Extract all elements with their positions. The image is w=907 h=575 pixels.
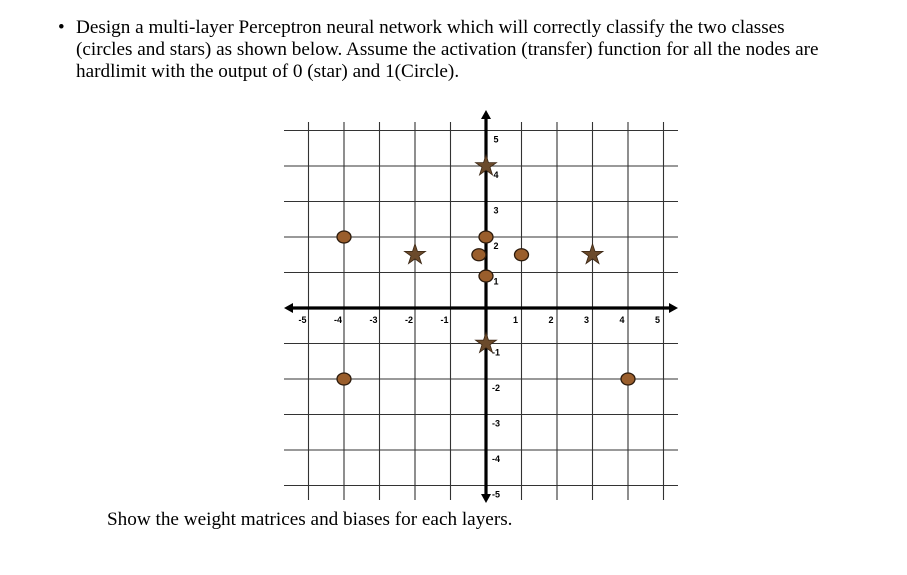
x-tick-label: 4 bbox=[619, 315, 625, 325]
x-tick-label: 2 bbox=[548, 315, 554, 325]
tick-labels bbox=[298, 135, 660, 500]
question-line: Design a multi-layer Perceptron neural network which will correctly classify the two classes bbox=[76, 17, 785, 38]
x-tick-label: 5 bbox=[654, 315, 661, 325]
y-tick-label: 1 bbox=[493, 276, 499, 287]
x-axis-arrow-left bbox=[284, 303, 293, 313]
y-tick-label: -3 bbox=[491, 418, 501, 429]
circle-point bbox=[337, 373, 351, 385]
circle-point bbox=[515, 249, 529, 261]
circle-point bbox=[479, 270, 493, 282]
x-tick-label: -5 bbox=[298, 315, 307, 325]
x-tick-label: -3 bbox=[369, 315, 378, 325]
grid bbox=[284, 122, 678, 500]
bullet: • bbox=[58, 17, 65, 38]
y-tick-label: -2 bbox=[491, 383, 501, 393]
y-tick-label: 4 bbox=[493, 170, 499, 180]
circle-point bbox=[479, 231, 493, 243]
y-tick-label: 3 bbox=[493, 205, 499, 216]
y-axis-arrow-down bbox=[481, 494, 491, 503]
y-tick-label: -1 bbox=[491, 347, 501, 358]
x-tick-label: 1 bbox=[512, 315, 519, 325]
x-tick-label: 3 bbox=[583, 315, 590, 325]
circle-point bbox=[337, 231, 351, 243]
y-tick-label: 2 bbox=[493, 241, 499, 251]
x-tick-label: -1 bbox=[440, 315, 449, 325]
footer-instruction: Show the weight matrices and biases for each layers. bbox=[107, 509, 513, 530]
y-tick-label: 5 bbox=[493, 134, 499, 145]
y-tick-label: -4 bbox=[491, 454, 501, 464]
x-tick-label: -4 bbox=[333, 315, 343, 325]
circle-point bbox=[472, 249, 486, 261]
question-line: hardlimit with the output of 0 (star) and 1(Circle). bbox=[76, 61, 460, 82]
x-axis-arrow-right bbox=[669, 303, 678, 313]
axes bbox=[284, 110, 678, 503]
x-tick-label: -2 bbox=[404, 315, 414, 325]
y-axis-arrow-up bbox=[481, 110, 491, 119]
circle-point bbox=[621, 373, 635, 385]
question-line: (circles and stars) as shown below. Assume the activation (transfer) function for all the nodes are bbox=[76, 39, 819, 60]
y-tick-label: -5 bbox=[491, 489, 501, 500]
